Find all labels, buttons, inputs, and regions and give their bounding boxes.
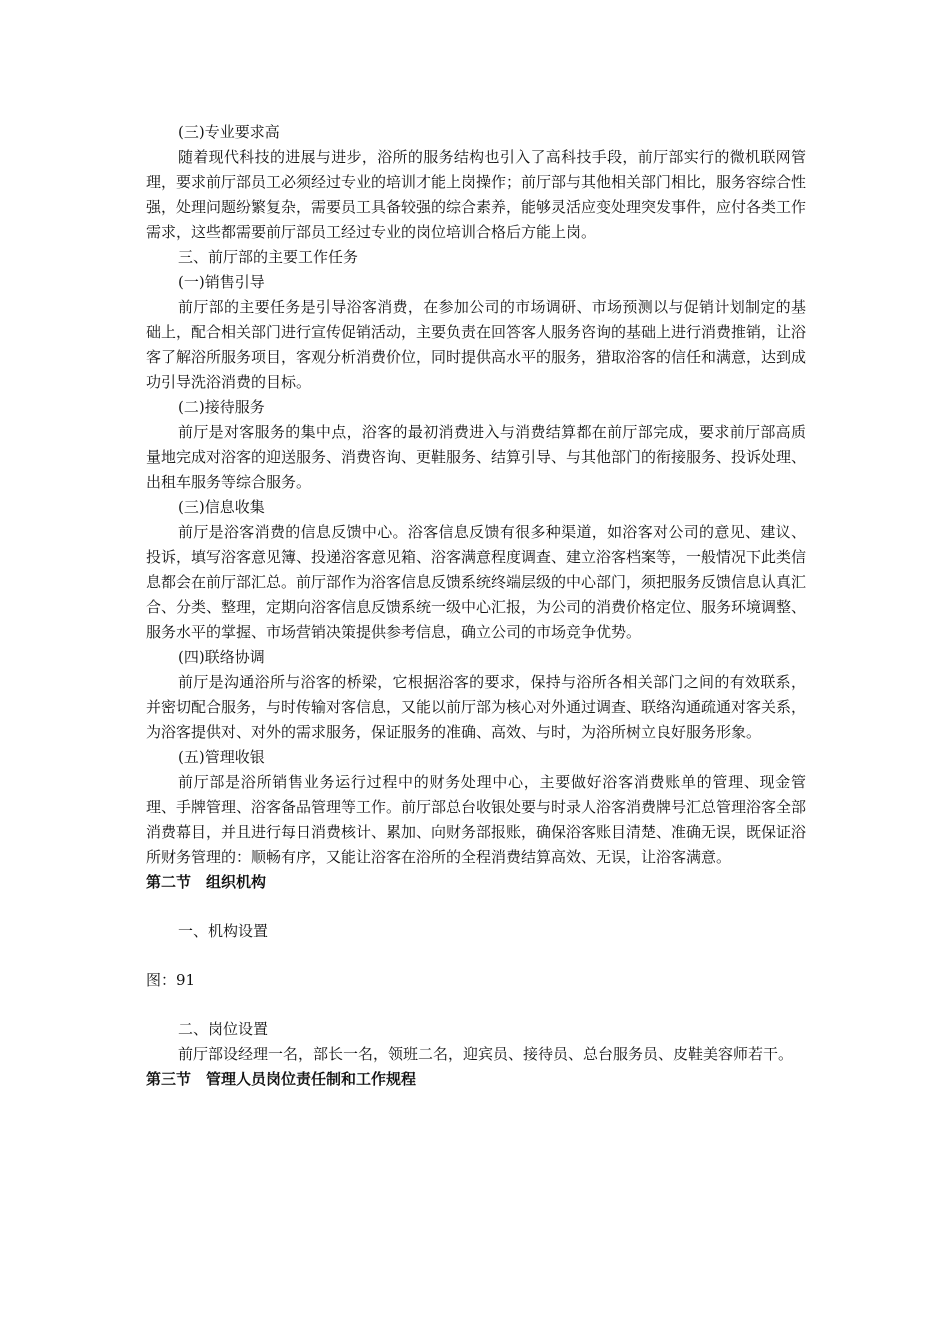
subsection-title: (二)接待服务 xyxy=(178,398,265,416)
paragraph: 前厅是浴客消费的信息反馈中心。浴客信息反馈有很多种渠道，如浴客对公司的意见、建议、投诉，填写浴客意见簿、投递浴客意见箱、浴客满意程度调查、建立浴客档案等，一般情况下此类信息都会在前厅部汇总。前厅部作为浴客信息反馈系统终端层级的中心部门，须把服务反馈信息认真汇合、分类、整理，定期向浴客信息反馈系统一级中心汇报，为公司的消费价格定位、服务环境调整、服务水平的掌握、市场营销决策提供参考信息，确立公司的市场竞争优势。 xyxy=(146,523,807,641)
subsection-title: (三)信息收集 xyxy=(178,498,265,516)
subsection-title: (三)专业要求高 xyxy=(178,123,280,141)
chapter-section-title: 第三节 管理人员岗位责任制和工作规程 xyxy=(146,1070,417,1088)
figure-reference: 图：91 xyxy=(146,971,196,989)
document-page xyxy=(146,120,806,1092)
paragraph: 前厅部是浴所销售业务运行过程中的财务处理中心，主要做好浴客消费账单的管理、现金管理、手牌管理、浴客备品管理等工作。前厅部总台收银处要与时录人浴客消费牌号汇总管理浴客全部消费幕目，并且进行每日消费核计、累加、向财务部报账，确保浴客账目清楚、准确无误，既保证浴所财务管理的：顺畅有序，又能让浴客在浴所的全程消费结算高效、无误，让浴客满意。 xyxy=(146,773,807,866)
chapter-section-title: 第二节 组织机构 xyxy=(146,873,267,891)
paragraph: 前厅是沟通浴所与浴客的桥梁，它根据浴客的要求，保持与浴所各相关部门之间的有效联系，并密切配合服务，与时传输对客信息，又能以前厅部为核心对外通过调查、联络沟通疏通对客关系，为浴客提供对、对外的需求服务，保证服务的准确、高效、与时，为浴所树立良好服务形象。 xyxy=(146,673,807,741)
paragraph: 前厅部的主要任务是引导浴客消费，在参加公司的市场调研、市场预测以与促销计划制定的基础上，配合相关部门进行宣传促销活动，主要负责在回答客人服务咨询的基础上进行消费推销，让浴客了解浴所服务项目，客观分析消费价位，同时提供高水平的服务，猎取浴客的信任和满意，达到成功引导洗浴消费的目标。 xyxy=(146,298,807,391)
subsection-title: (五)管理收银 xyxy=(178,748,265,766)
section-heading: 一、机构设置 xyxy=(178,922,269,940)
paragraph: 前厅部设经理一名，部长一名，领班二名，迎宾员、接待员、总台服务员、皮鞋美容师若干。 xyxy=(178,1045,794,1063)
paragraph: 前厅是对客服务的集中点，浴客的最初消费进入与消费结算都在前厅部完成，要求前厅部高质量地完成对浴客的迎送服务、消费咨询、更鞋服务、结算引导、与其他部门的衔接服务、投诉处理、出租车服务等综合服务。 xyxy=(146,423,807,491)
section-heading: 二、岗位设置 xyxy=(178,1020,269,1038)
subsection-title: (一)销售引导 xyxy=(178,273,265,291)
paragraph: 随着现代科技的进展与进步，浴所的服务结构也引入了高科技手段，前厅部实行的微机联网管理，要求前厅部员工必须经过专业的培训才能上岗操作；前厅部与其他相关部门相比，服务容综合性强，处理问题纷繁复杂，需要员工具备较强的综合素养，能够灵活应变处理突发事件，应付各类工作需求，这些都需要前厅部员工经过专业的岗位培训合格后方能上岗。 xyxy=(146,148,807,241)
subsection-title: (四)联络协调 xyxy=(178,648,265,666)
section-heading: 三、前厅部的主要工作任务 xyxy=(178,248,359,266)
